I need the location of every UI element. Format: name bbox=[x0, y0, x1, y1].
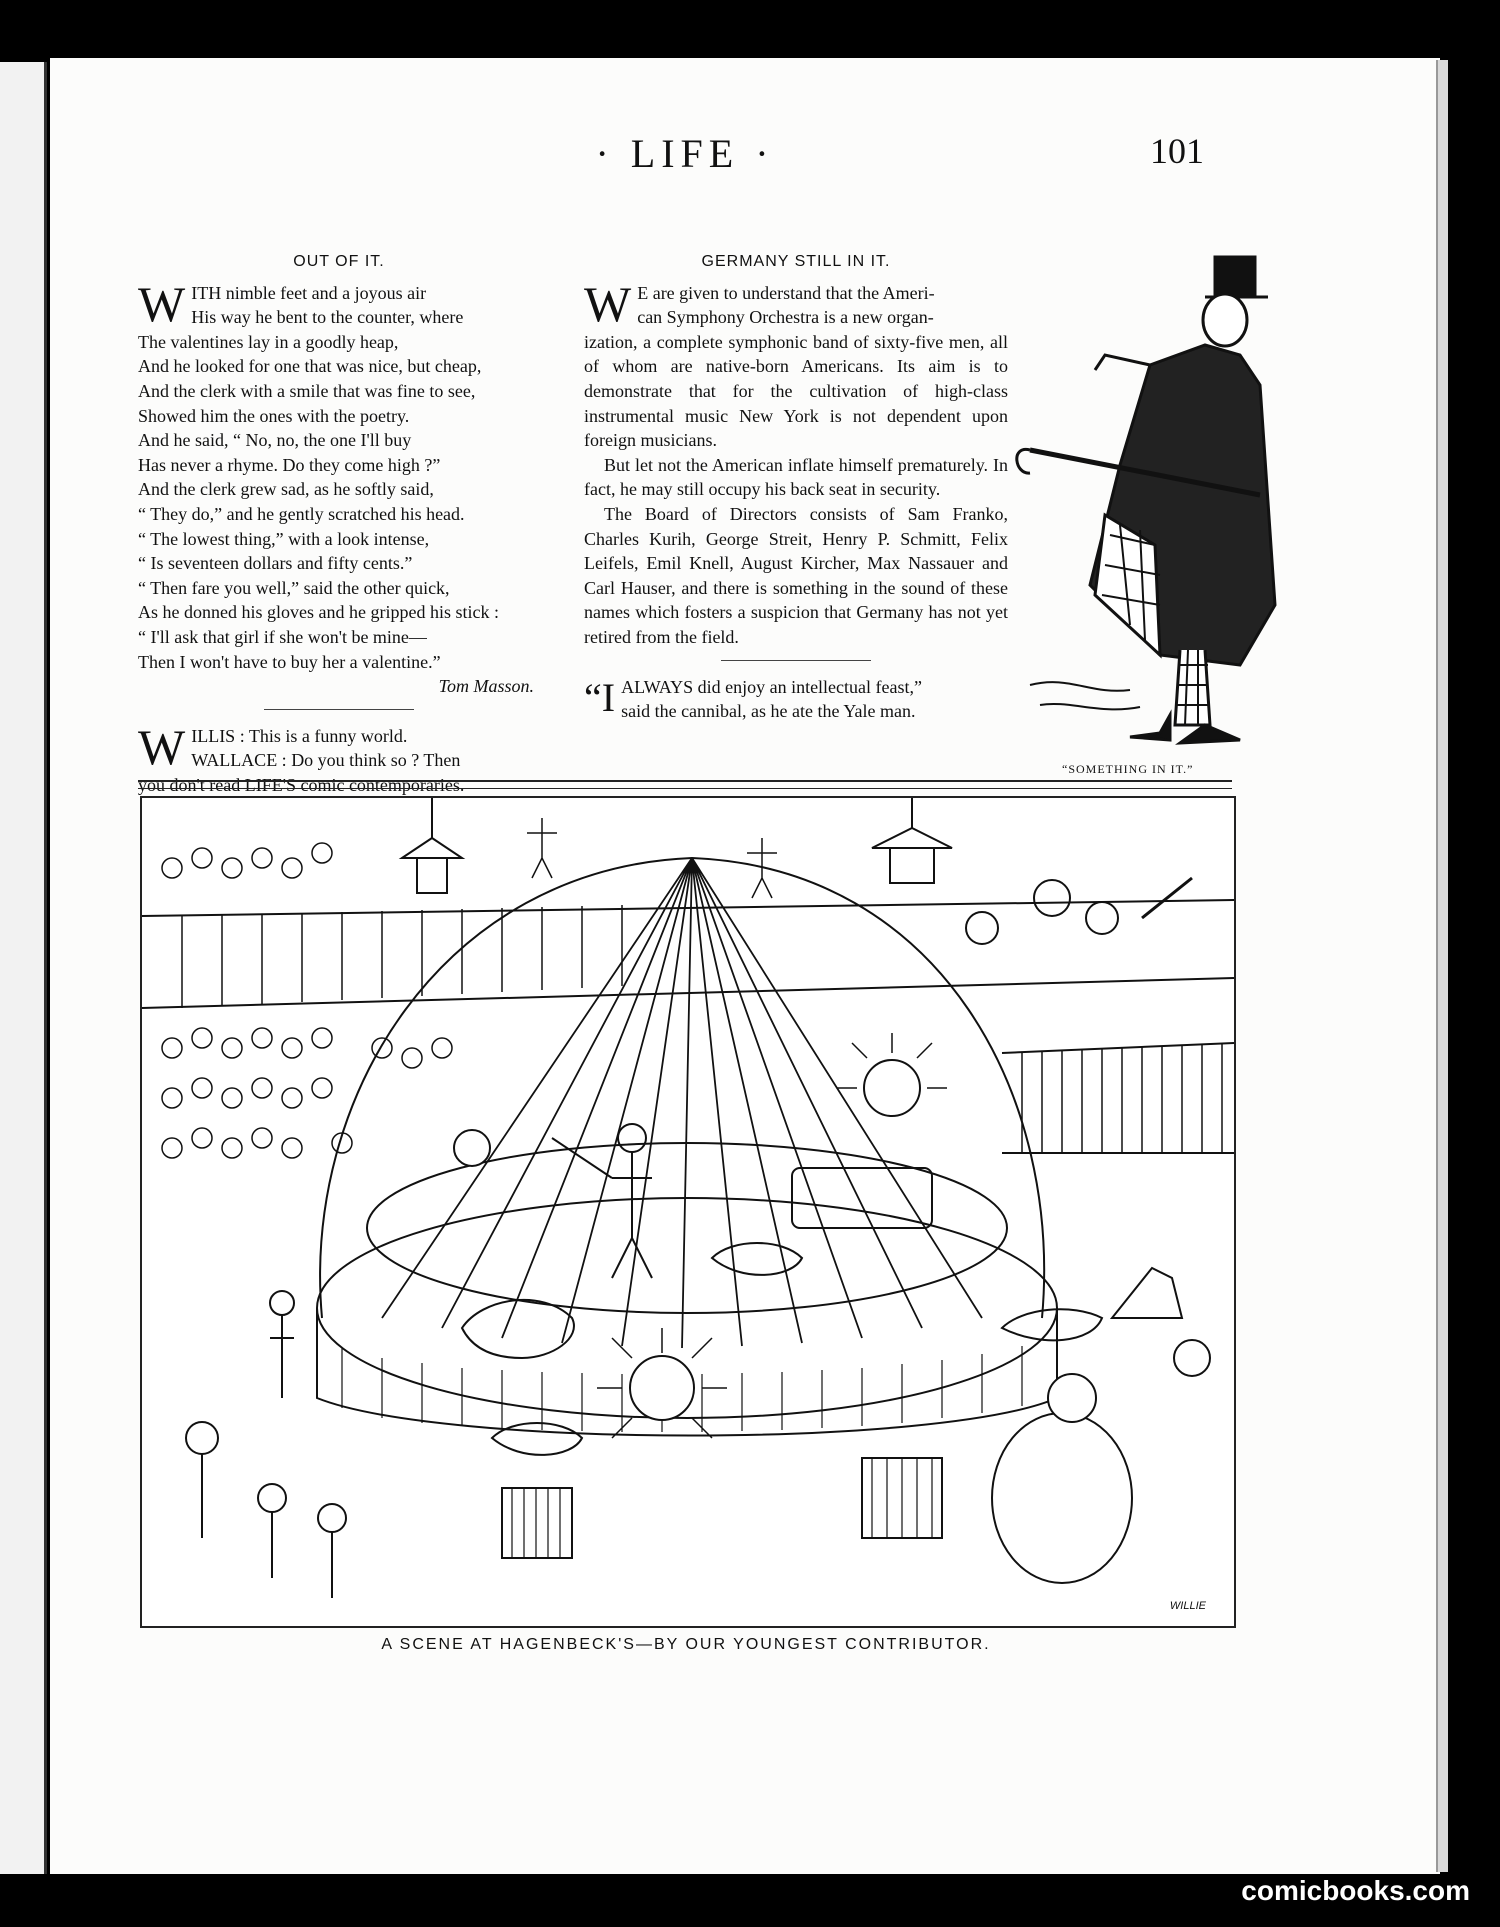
poem-line: “ Is seventeen dollars and fifty cents.” bbox=[138, 553, 413, 574]
poem-line: “ I'll ask that girl if she won't be mine— bbox=[138, 626, 427, 647]
feast-line: said the cannibal, as he ate the Yale man. bbox=[621, 701, 916, 722]
willis-dropcap: W bbox=[138, 718, 186, 775]
poem-column bbox=[138, 250, 540, 797]
page-number: 101 bbox=[1150, 131, 1204, 171]
poem-line: As he donned his gloves and he gripped his stick : bbox=[138, 602, 499, 623]
panel-caption: A SCENE AT HAGENBECK'S—BY OUR YOUNGEST CONTRIBUTOR. bbox=[381, 1636, 991, 1653]
poem-line: Showed him the ones with the poetry. bbox=[138, 405, 410, 426]
poem-line: Then I won't have to buy her a valentine.” bbox=[138, 651, 441, 672]
editorial-column bbox=[584, 250, 1008, 724]
figure-caption: “SOMETHING IN IT.” bbox=[1062, 762, 1194, 776]
willis-line: ILLIS : This is a funny world. bbox=[191, 725, 408, 746]
editorial-paragraph: ization, a complete symphonic band of sixty-five men, all of whom are native-born Americans. Its aim is to demonstrate that for the cultivation of high-class instrumental music New York is not dependent upon foreign musicians. bbox=[584, 331, 1008, 451]
poem-line: And the clerk grew sad, as he softly said, bbox=[138, 479, 434, 500]
editorial-line: can Symphony Orchestra is a new organ- bbox=[637, 307, 934, 328]
poem-dropcap: W bbox=[138, 275, 186, 332]
poem-line: And he said, “ No, no, the one I'll buy bbox=[138, 430, 412, 451]
willis-line: you don't read LIFE'S comic contemporaries. bbox=[138, 774, 465, 795]
editorial-paragraph: The Board of Directors consists of Sam Franko, Charles Kurih, George Streit, Henry P. Schmitt, Felix Leifels, Emil Knell, August Kircher, Max Nassauer and Carl Hauser, and there is something in the sound of these names which fosters a suspicion that Germany has not yet retired from the field. bbox=[584, 503, 1008, 647]
poem-line: “ They do,” and he gently scratched his head. bbox=[138, 503, 465, 524]
gentleman-illustration bbox=[1010, 245, 1300, 755]
poem-line: “ Then fare you well,” said the other quick, bbox=[138, 577, 450, 598]
feast-line: ALWAYS did enjoy an intellectual feast,” bbox=[621, 676, 922, 697]
editorial-headline: GERMANY STILL IN IT. bbox=[701, 253, 891, 270]
poem-headline: OUT OF IT. bbox=[293, 253, 385, 270]
masthead: · LIFE · bbox=[595, 131, 775, 176]
feast-dropcap: “I bbox=[584, 674, 616, 720]
circus-cartoon-illustration bbox=[142, 798, 1234, 1626]
left-page-edge bbox=[0, 62, 47, 1874]
poem-line: His way he bent to the counter, where bbox=[191, 307, 464, 328]
willis-line: WALLACE : Do you think so ? Then bbox=[191, 750, 461, 771]
page-edge bbox=[1436, 60, 1448, 1872]
circus-cartoon-panel bbox=[140, 796, 1236, 1628]
poem-line: ITH nimble feet and a joyous air bbox=[191, 282, 427, 303]
editorial-line: E are given to understand that the Ameri- bbox=[637, 282, 935, 303]
poem-line: And he looked for one that was nice, but cheap, bbox=[138, 356, 482, 377]
poem-line: The valentines lay in a goodly heap, bbox=[138, 331, 399, 352]
watermark: comicbooks.com bbox=[1241, 1875, 1470, 1906]
poem-line: “ The lowest thing,” with a look intense, bbox=[138, 528, 430, 549]
poem-signature: Tom Masson. bbox=[438, 676, 534, 697]
section-divider bbox=[721, 660, 871, 661]
section-divider bbox=[264, 709, 414, 710]
editorial-dropcap: W bbox=[584, 275, 632, 332]
double-rule bbox=[138, 780, 1232, 789]
editorial-paragraph: But let not the American inflate himself prematurely. In fact, he may still occupy his back seat in security. bbox=[584, 454, 1008, 500]
artist-signature: WILLIE bbox=[1169, 1600, 1206, 1612]
poem-line: And the clerk with a smile that was fine to see, bbox=[138, 380, 476, 401]
poem-line: Has never a rhyme. Do they come high ?” bbox=[138, 454, 441, 475]
